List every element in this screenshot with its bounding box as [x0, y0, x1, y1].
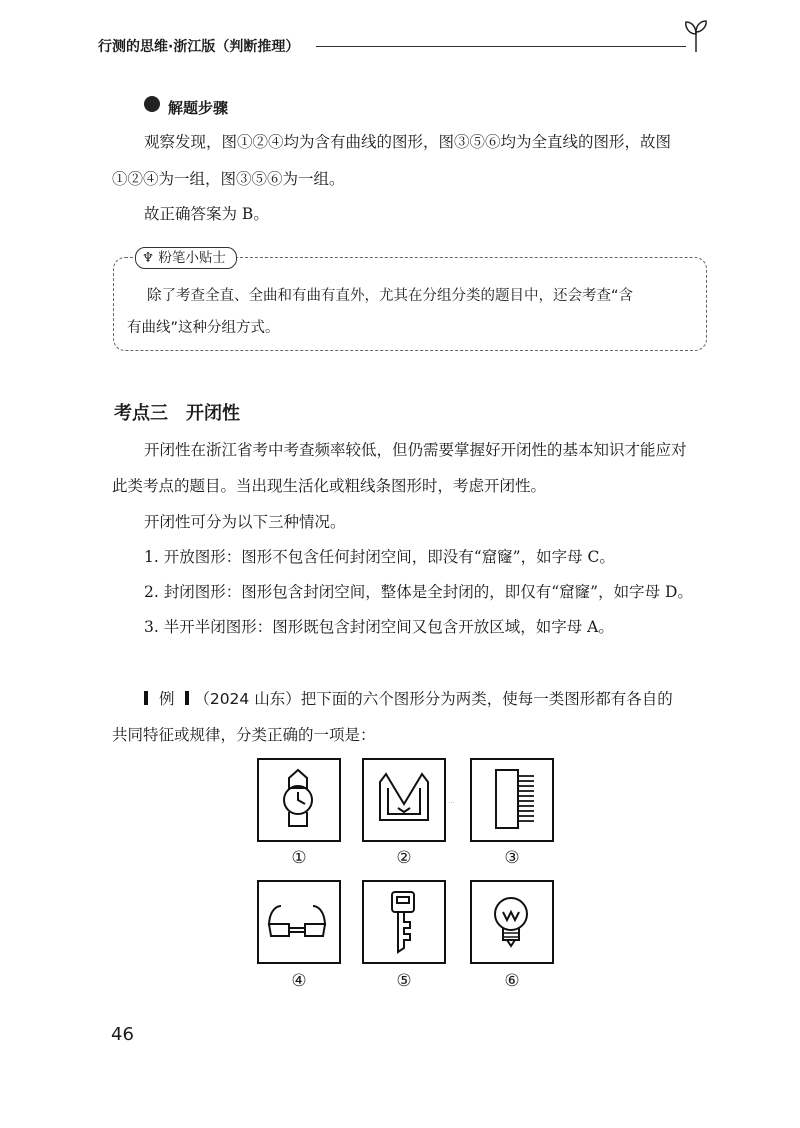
- tip-badge-label: 粉笔小贴士: [158, 250, 226, 266]
- section-item-1: 1. 开放图形：图形不包含任何封闭空间，即没有“窟窿”，如字母 C。: [144, 548, 615, 566]
- section-item-2: 2. 封闭图形：图形包含封闭空间，整体是全封闭的，即仅有“窟窿”，如字母 D。: [144, 583, 693, 601]
- figure-2: [362, 758, 446, 842]
- watch-icon: [259, 760, 338, 839]
- section-intro-1: 开闭性在浙江省考中考查频率较低，但仍需要掌握好开闭性的基本知识才能应对: [144, 441, 687, 459]
- figure-6: [470, 880, 554, 964]
- lightbulb-icon: [472, 882, 551, 961]
- header-rule: [316, 46, 686, 47]
- section-intro-3: 开闭性可分为以下三种情况。: [144, 513, 346, 531]
- figure-5: [362, 880, 446, 964]
- solution-heading: 解题步骤: [168, 99, 229, 117]
- figure-1: [257, 758, 341, 842]
- example-line-2: 共同特征或规律，分类正确的一项是：: [112, 726, 376, 744]
- header-title: 行测的思维·浙江版（判断推理）: [98, 39, 300, 55]
- solution-answer: 故正确答案为 B。: [144, 205, 269, 223]
- section-intro-2: 此类考点的题目。当出现生活化或粗线条图形时，考虑开闭性。: [112, 477, 547, 495]
- figure-4-label: ④: [291, 971, 307, 991]
- example-text-1: （2024 山东）把下面的六个图形分为两类，使每一类图形都有各自的: [194, 690, 673, 708]
- figure-4: [257, 880, 341, 964]
- key-icon: [364, 882, 443, 961]
- section-item-3: 3. 半开半闭图形：图形既包含封闭空间又包含开放区域，如字母 A。: [144, 618, 614, 636]
- section-title: 考点三 开闭性: [114, 403, 240, 424]
- example-bar-left: [144, 691, 148, 705]
- solution-line-2: ①②④为一组，图③⑤⑥为一组。: [112, 170, 345, 188]
- figure-3-label: ③: [504, 848, 520, 868]
- figure-2-label: ②: [396, 848, 412, 868]
- sprout-small-icon: ♆: [142, 250, 155, 266]
- tip-badge: [135, 247, 237, 269]
- faint-watermark: ···: [448, 799, 455, 807]
- glasses-icon: [259, 882, 338, 961]
- pencil-icon: [144, 96, 160, 112]
- bag-icon: [364, 760, 443, 839]
- comb-icon: [472, 760, 551, 839]
- running-header: [98, 30, 710, 60]
- figure-1-label: ①: [291, 848, 307, 868]
- example-line-1: [144, 687, 673, 709]
- figure-3: [470, 758, 554, 842]
- page-number: 46: [111, 1024, 134, 1045]
- example-bar-right: [185, 691, 189, 705]
- sprout-icon: [682, 18, 710, 52]
- example-label: 例: [158, 690, 175, 708]
- tip-line-1: 除了考查全直、全曲和有曲有直外，尤其在分组分类的题目中，还会考查“含: [147, 288, 634, 304]
- figure-5-label: ⑤: [396, 971, 412, 991]
- tip-line-2: 有曲线”这种分组方式。: [127, 320, 280, 336]
- figure-6-label: ⑥: [504, 971, 520, 991]
- solution-line-1: 观察发现，图①②④均为含有曲线的图形，图③⑤⑥均为全直线的图形，故图: [144, 133, 672, 151]
